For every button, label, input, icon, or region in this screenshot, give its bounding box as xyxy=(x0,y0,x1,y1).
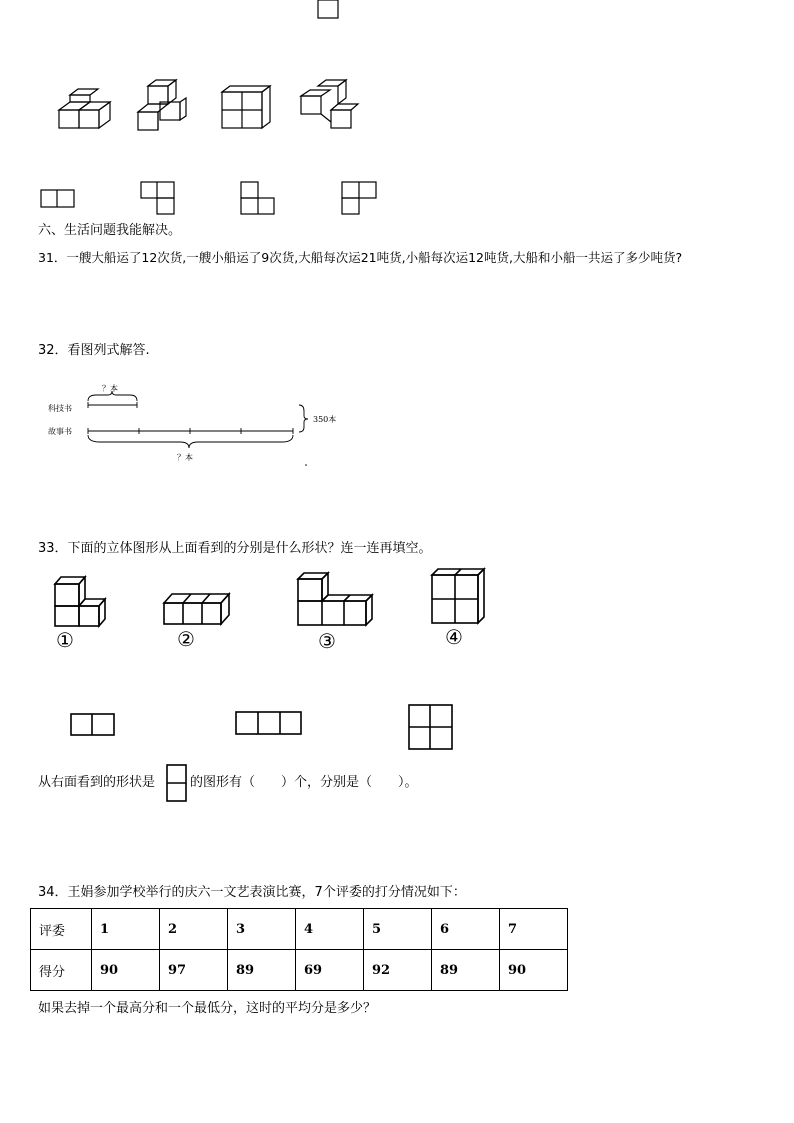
section-title: 六、生活问题我能解决。 xyxy=(38,223,182,238)
top-solids-figure xyxy=(0,0,794,220)
judge-cell: 3 xyxy=(228,909,296,950)
q32-line-diagram xyxy=(0,380,794,470)
q33-fill-prefix: 从右面看到的形状是 xyxy=(38,775,156,790)
score-cell: 92 xyxy=(364,950,432,991)
view-shape-two xyxy=(71,714,114,735)
view-two-squares xyxy=(41,190,74,207)
figure-3-solid xyxy=(298,573,372,625)
q32-row1-label: 科技书 xyxy=(48,404,72,413)
table-row xyxy=(31,909,568,950)
row-header: 得分 xyxy=(31,950,92,991)
solid-d xyxy=(301,0,358,128)
table-row xyxy=(31,950,568,991)
figure-2-label: ② xyxy=(177,627,195,651)
q32-row2-label: 故事书 xyxy=(48,427,72,436)
figure-4-solid xyxy=(432,569,484,623)
judge-cell: 7 xyxy=(500,909,568,950)
question-33: 33．下面的立体图形从上面看到的分别是什么形状？连一连再填空。 xyxy=(38,541,432,556)
view-shape-square-four xyxy=(409,705,452,749)
judge-cell: 6 xyxy=(432,909,500,950)
view-three-squares-c xyxy=(342,182,376,214)
score-cell: 69 xyxy=(296,950,364,991)
scores-table xyxy=(30,908,568,991)
question-31: 31．一艘大船运了12次货,一艘小船运了9次货,大船每次运21吨货,小船每次运12吨货,大船和小船一共运了多少吨货? xyxy=(38,250,683,265)
solid-b xyxy=(138,80,186,130)
q32-top-question: ？本 xyxy=(102,384,118,393)
q34-question: 如果去掉一个最高分和一个最低分，这时的平均分是多少？ xyxy=(38,1001,377,1016)
row-header: 评委 xyxy=(31,909,92,950)
figure-4-label: ④ xyxy=(445,625,463,649)
score-cell: 89 xyxy=(228,950,296,991)
figure-1-label: ① xyxy=(56,628,74,652)
view-three-squares-b xyxy=(241,182,274,214)
judge-cell: 5 xyxy=(364,909,432,950)
judge-cell: 1 xyxy=(92,909,160,950)
q32-total: 350本 xyxy=(313,415,337,424)
q32-bottom-question: ？本 xyxy=(177,453,193,462)
figure-2-solid xyxy=(164,594,229,624)
figure-3-label: ③ xyxy=(318,629,336,653)
judge-cell: 2 xyxy=(160,909,228,950)
q33-solids-figure xyxy=(0,565,794,755)
vertical-two-squares-icon xyxy=(166,764,188,804)
question-34: 34．王娟参加学校举行的庆六一文艺表演比赛，7个评委的打分情况如下： xyxy=(38,885,466,900)
score-cell: 97 xyxy=(160,950,228,991)
question-32: 32．看图列式解答. xyxy=(38,343,150,358)
solid-c xyxy=(222,86,270,128)
judge-cell: 4 xyxy=(296,909,364,950)
score-cell: 90 xyxy=(92,950,160,991)
q33-fill-suffix: 的图形有（ ）个，分别是（ ）。 xyxy=(190,775,418,790)
view-three-squares-a xyxy=(141,182,174,214)
score-cell: 89 xyxy=(432,950,500,991)
solid-a xyxy=(59,89,110,128)
figure-1-solid xyxy=(55,577,105,626)
view-shape-three xyxy=(236,712,301,734)
score-cell: 90 xyxy=(500,950,568,991)
